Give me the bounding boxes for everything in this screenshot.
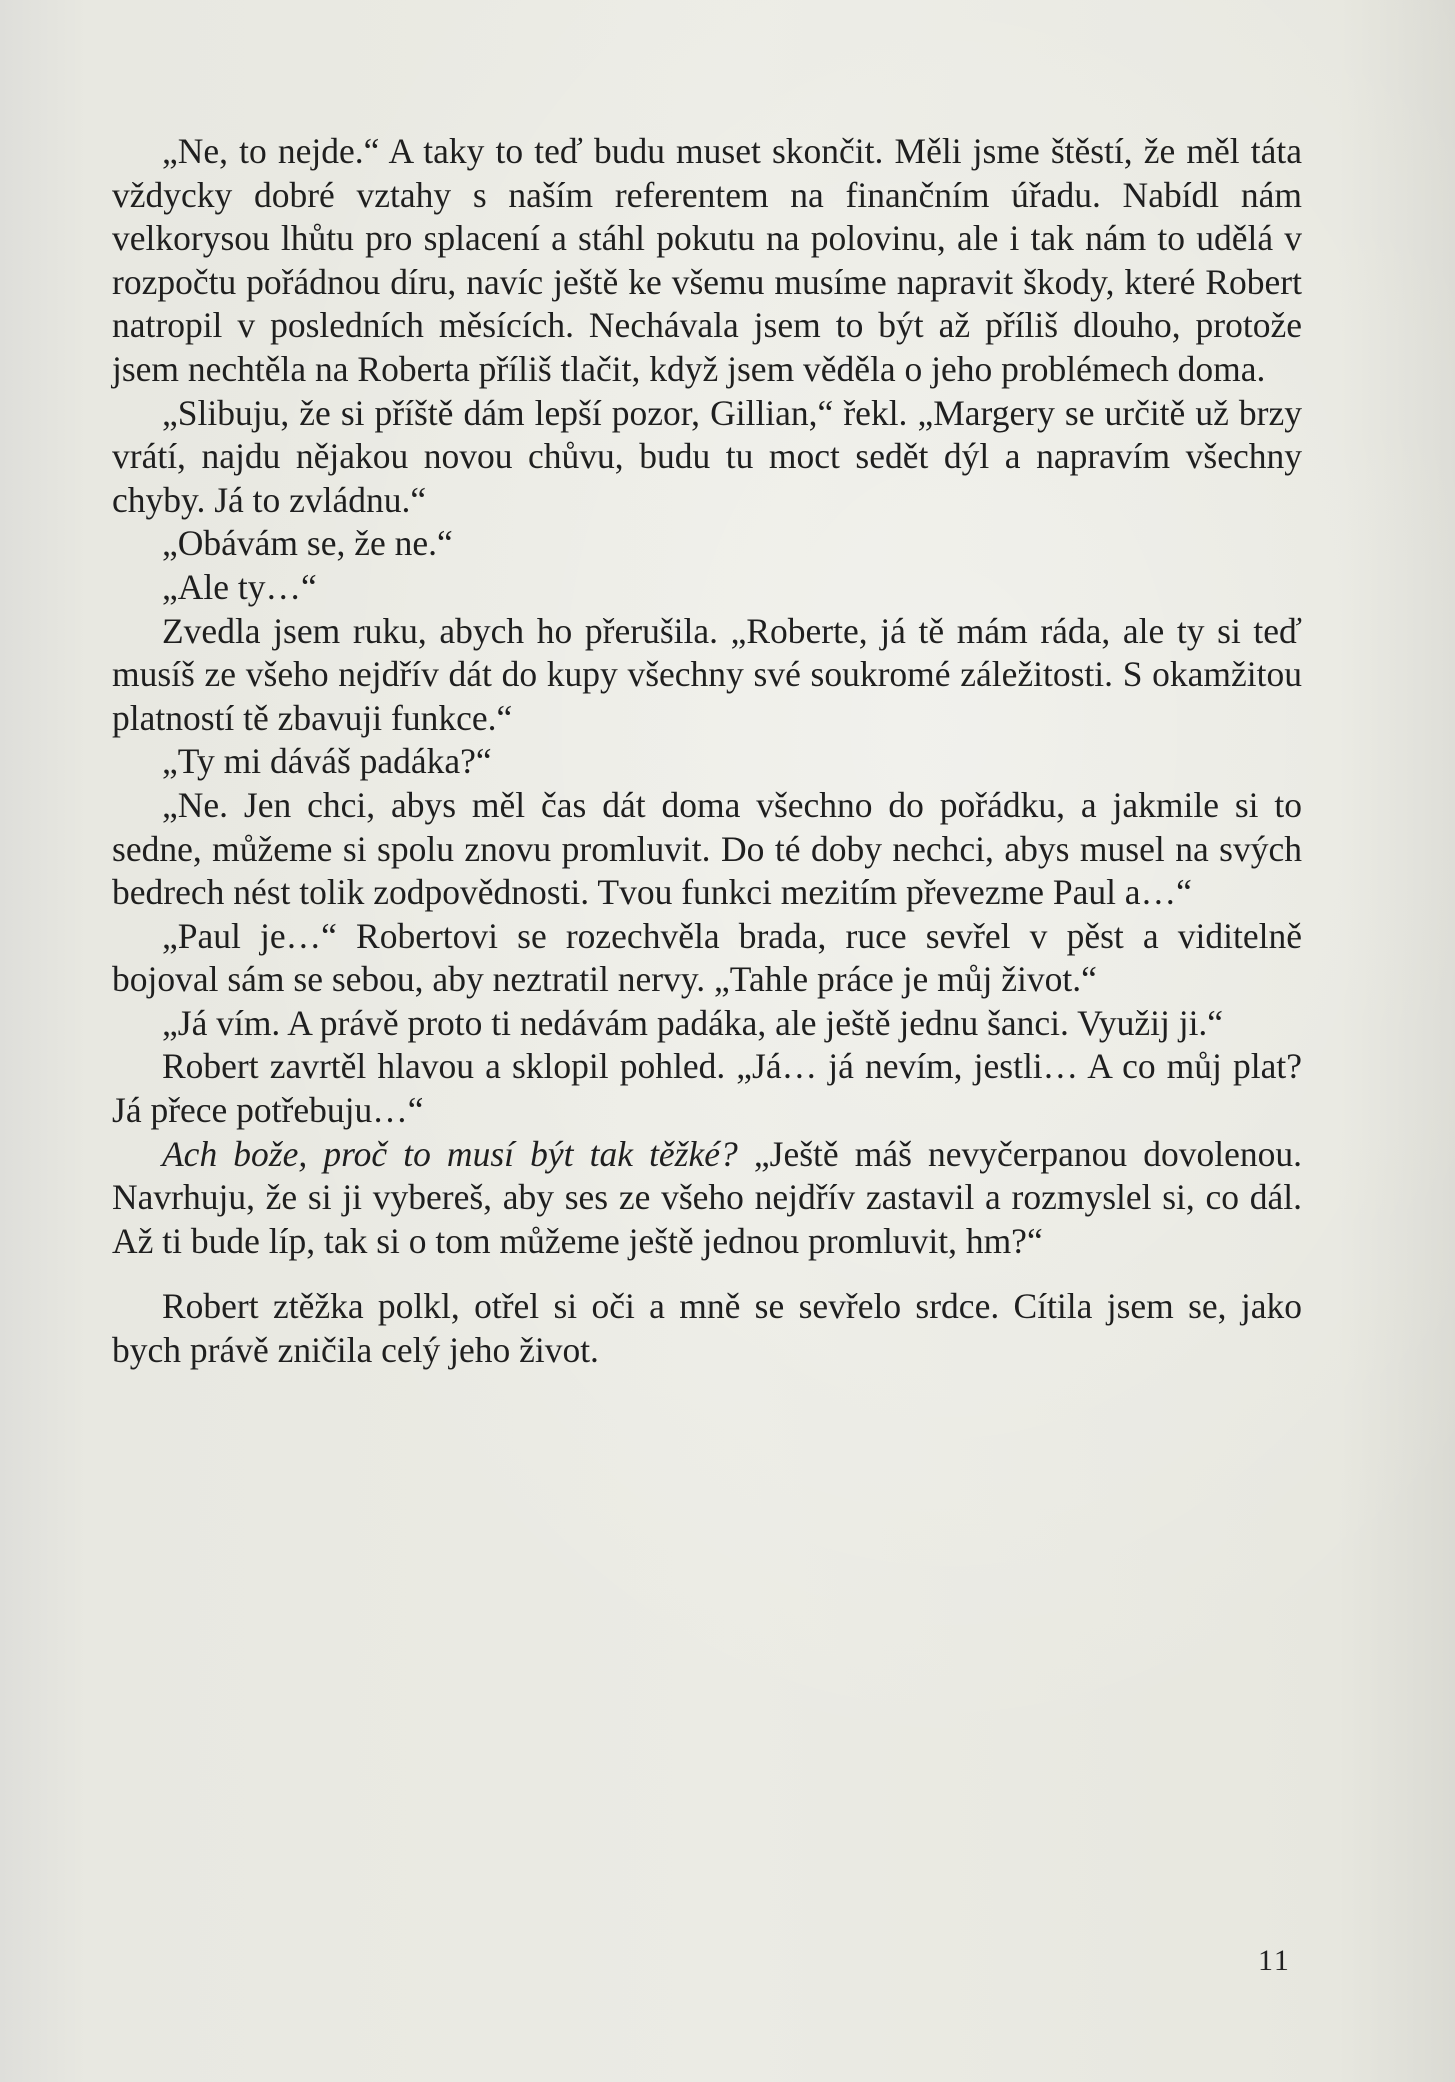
paragraph-text: „Ještě máš nevyčerpanou dovolenou. Navrhuju, že si ji vybereš, aby ses ze všeho nejdřív zastavil a rozmyslel si, co dál. Až ti bude líp, tak si o tom můžeme ještě jednou promluvit, hm?“ <box>112 1133 1302 1261</box>
paragraph: „Slibuju, že si příště dám lepší pozor, Gillian,“ řekl. „Margery se určitě už brzy vrátí, najdu nějakou novou chůvu, budu tu moct sedět dýl a napravím všechny chyby. Já to zvládnu.“ <box>112 392 1302 520</box>
paragraph: „Ne. Jen chci, abys měl čas dát doma všechno do pořádku, a jakmile si to sedne, můžeme si spolu znovu promluvit. Do té doby nechci, abys musel na svých bedrech nést tolik zodpovědnosti. Tvou funkci mezitím převezme Paul a…“ <box>112 784 1302 913</box>
page-number: 11 <box>1258 1944 1291 1977</box>
paragraph: „Paul je…“ Robertovi se rozechvěla brada, ruce sevřel v pěst a viditelně bojoval sám se sebou, aby neztratil nervy. „Tahle práce je můj život.“ <box>112 915 1302 1000</box>
body-text <box>112 130 1302 1373</box>
paragraph: Zvedla jsem ruku, abych ho přerušila. „Roberte, já tě mám ráda, ale ty si teď musíš ze všeho nejdřív dát do kupy všechny své soukromé záležitosti. S okamžitou platností tě zbavuji funkce.“ <box>112 610 1302 738</box>
paragraph: Robert ztěžka polkl, otřel si oči a mně se sevřelo srdce. Cítila jsem se, jako bych právě zničila celý jeho život. <box>112 1286 1302 1371</box>
paragraph: „Ty mi dáváš padáka?“ <box>162 741 492 782</box>
paragraph: „Ne, to nejde.“ A taky to teď budu muset skončit. Měli jsme štěstí, že měl táta vždycky dobré vztahy s naším referentem na finančním úřadu. Nabídl nám velkorysou lhůtu pro splacení a stáhl pokutu na polovinu, ale i tak nám to udělá v rozpočtu pořádnou díru, navíc ještě ke všemu musíme napravit škody, které Robert natropil v posledních měsících. Nechávala jsem to být až příliš dlouho, protože jsem nechtěla na Roberta příliš tlačit, když jsem věděla o jeho problémech doma. <box>112 131 1302 389</box>
italic-thought: Ach bože, proč to musí být tak těžké? <box>162 1133 738 1174</box>
paragraph: „Já vím. A právě proto ti nedávám padáka, ale ještě jednu šanci. Využij ji.“ <box>162 1002 1224 1043</box>
paragraph: Robert zavrtěl hlavou a sklopil pohled. „Já… já nevím, jestli… A co můj plat? Já přece potřebuju…“ <box>112 1046 1302 1131</box>
paragraph: „Obávám se, že ne.“ <box>162 523 453 564</box>
paragraph: „Ale ty…“ <box>162 566 317 607</box>
paragraph-with-italic <box>112 1133 1302 1264</box>
